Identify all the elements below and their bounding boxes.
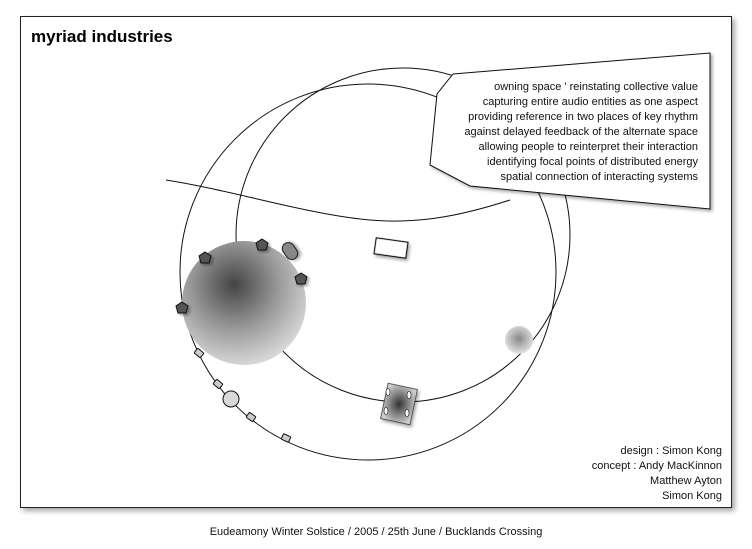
arc-marker-icon (281, 434, 291, 443)
stage-light-icon (407, 392, 411, 399)
credit-concept: concept : Andy MacKinnon (591, 460, 722, 472)
concept-line: spatial connection of interacting systems (500, 171, 698, 183)
page-title: myriad industries (31, 27, 173, 46)
concept-line: identifying focal points of distributed energy (487, 156, 698, 168)
concept-line: owning space ' reinstating collective value (494, 81, 698, 93)
stage-light-icon (405, 410, 409, 417)
small-sphere (505, 326, 533, 354)
concept-text (464, 80, 698, 185)
concept-line: against delayed feedback of the alternate space (464, 126, 698, 138)
arc-node-icon (223, 391, 239, 407)
footer-caption: Eudeamony Winter Solstice / 2005 / 25th June / Bucklands Crossing (209, 526, 543, 538)
credit-design: design : Simon Kong (620, 445, 722, 457)
speaker-icon (256, 239, 268, 250)
arc-marker-icon (194, 348, 204, 358)
boundary-line (166, 180, 510, 221)
concept-line: capturing entire audio entities as one aspect (482, 96, 698, 108)
concept-line: allowing people to reinterpret their interaction (478, 141, 698, 153)
credits (592, 444, 722, 504)
arc-marker-icon (246, 412, 256, 422)
credit-concept-2: Matthew Ayton (650, 475, 722, 487)
stage-light-icon (384, 408, 388, 415)
stage-light-icon (386, 389, 390, 396)
credit-concept-3: Simon Kong (662, 490, 722, 502)
booth-rectangle (374, 238, 408, 258)
concept-line: providing reference in two places of key rhythm (468, 111, 698, 123)
